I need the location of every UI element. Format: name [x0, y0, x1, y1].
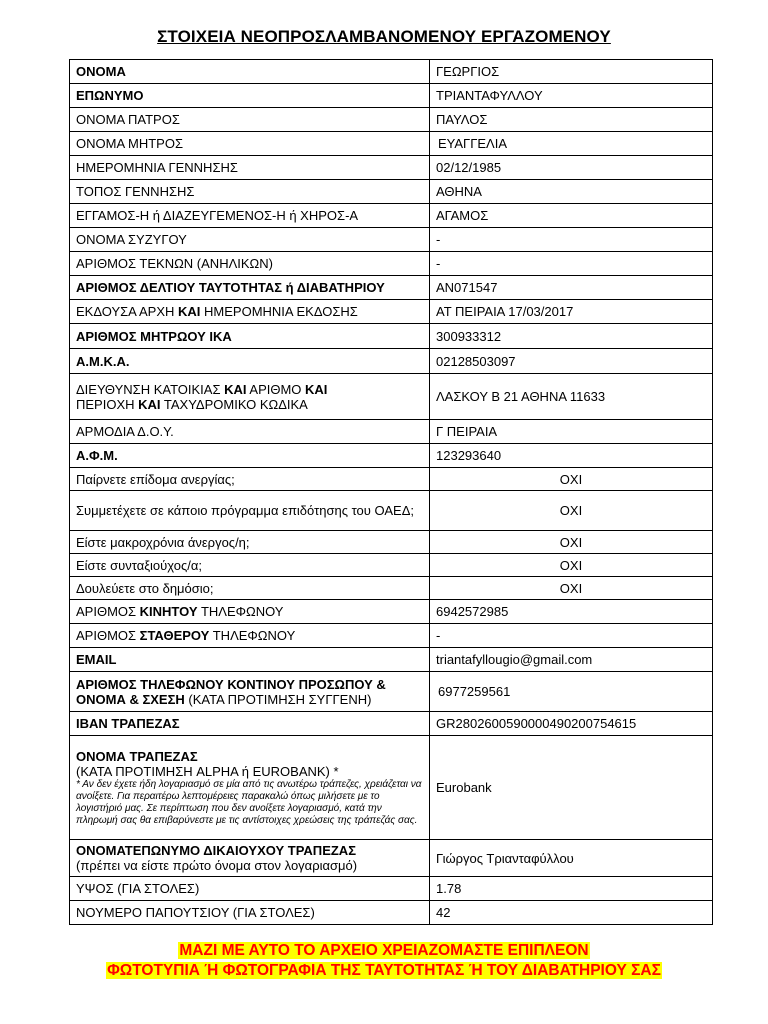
label-epidoma: Παίρνετε επίδομα ανεργίας; [70, 468, 430, 491]
value-afm[interactable]: 123293640 [430, 444, 713, 468]
row-email [70, 648, 713, 672]
label-dieythynsi-part7: ΤΑΧΥΔΡΟΜΙΚΟ ΚΩΔΙΚΑ [160, 396, 308, 412]
label-onoma-syzygou: ΟΝΟΜΑ ΣΥΖΥΓΟΥ [70, 228, 430, 252]
value-kinito[interactable]: 6942572985 [430, 600, 713, 624]
label-ypsos: ΥΨΟΣ (ΓΙΑ ΣΤΟΛΕΣ) [70, 877, 430, 901]
value-imerominia-gennisis[interactable]: 02/12/1985 [430, 156, 713, 180]
label-amka: Α.Μ.Κ.Α. [70, 349, 430, 374]
row-onoma-patros [70, 108, 713, 132]
row-makroxronia [70, 531, 713, 554]
label-dieythynsi-part3: ΑΡΙΘΜΟ [246, 381, 306, 397]
label-programma: Συμμετέχετε σε κάποιο πρόγραμμα επιδότησης του ΟΑΕΔ; [70, 491, 430, 531]
row-trapeza [70, 736, 713, 840]
row-imerominia-gennisis [70, 156, 713, 180]
row-afm [70, 444, 713, 468]
label-trapeza-part2: (ΚΑΤΑ ΠΡΟΤΙΜΗΣΗ ALPHA ή EUROBANK) * [76, 763, 339, 779]
label-kinito-part1: ΑΡΙΘΜΟΣ [76, 604, 140, 619]
label-kontinos-part1: ΑΡΙΘΜΟΣ ΤΗΛΕΦΩΝΟΥ ΚΟΝΤΙΝΟΥ ΠΡΟΣΩΠΟΥ & ΟΝΟΜΑ & ΣΧΕΣΗ [76, 676, 386, 707]
value-programma[interactable]: ΟΧΙ [430, 491, 713, 531]
value-dikaiouxos[interactable]: Γιώργος Τριανταφύλλου [430, 840, 713, 877]
label-dieythynsi-part4: ΚΑΙ [305, 381, 328, 397]
value-kontinos-text: 6977259561 [438, 684, 511, 699]
label-onoma: ΟΝΟΜΑ [70, 60, 430, 84]
row-arithmos-teknon [70, 252, 713, 276]
label-adt: ΑΡΙΘΜΟΣ ΔΕΛΤΙΟΥ ΤΑΥΤΟΤΗΤΑΣ ή ΔΙΑΒΑΤΗΡΙΟΥ [70, 276, 430, 300]
label-ekdousa [70, 300, 430, 324]
value-doy[interactable]: Γ ΠΕΙΡΑΙΑ [430, 420, 713, 444]
label-syntaxiouxos: Είστε συνταξιούχος/α; [70, 554, 430, 577]
value-mitroo-ika[interactable]: 300933312 [430, 324, 713, 349]
value-onoma-mitros-text: ΕΥΑΓΓΕΛΙΑ [438, 136, 508, 151]
value-dimosio[interactable]: ΟΧΙ [430, 577, 713, 600]
row-kontinos [70, 672, 713, 712]
label-dieythynsi-part5: ΠΕΡΙΟΧΗ [76, 396, 139, 412]
label-dieythynsi [70, 374, 430, 420]
value-dieythynsi[interactable]: ΛΑΣΚΟΥ Β 21 ΑΘΗΝΑ 11633 [430, 374, 713, 420]
value-syntaxiouxos[interactable]: ΟΧΙ [430, 554, 713, 577]
row-adt [70, 276, 713, 300]
label-statero-part2: ΣΤΑΘΕΡΟΥ [139, 628, 210, 643]
label-kinito-part3: ΤΗΛΕΦΩΝΟΥ [197, 604, 284, 619]
row-topos-gennisis [70, 180, 713, 204]
row-ekdousa [70, 300, 713, 324]
label-eponymo: ΕΠΩΝΥΜΟ [70, 84, 430, 108]
label-iban: IBAN ΤΡΑΠΕΖΑΣ [70, 712, 430, 736]
employee-form-table [69, 59, 713, 925]
value-amka[interactable]: 02128503097 [430, 349, 713, 374]
page-title: ΣΤΟΙΧΕΙΑ ΝΕΟΠΡΟΣΛΑΜΒΑΝΟΜΕΝΟΥ ΕΡΓΑΖΟΜΕΝΟΥ [157, 27, 611, 46]
label-onoma-mitros: ΟΝΟΜΑ ΜΗΤΡΟΣ [70, 132, 430, 156]
row-onoma-syzygou [70, 228, 713, 252]
label-ekdousa-part3: ΗΜΕΡΟΜΗΝΙΑ ΕΚΔΟΣΗΣ [200, 304, 358, 319]
value-onoma-patros[interactable]: ΠΑΥΛΟΣ [430, 108, 713, 132]
row-ypsos [70, 877, 713, 901]
row-syntaxiouxos [70, 554, 713, 577]
label-email: EMAIL [70, 648, 430, 672]
label-oikogeneiaki: ΕΓΓΑΜΟΣ-Η ή ΔΙΑΖΕΥΓΕΜΕΝΟΣ-Η ή ΧΗΡΟΣ-Α [70, 204, 430, 228]
footer-notice-line2 [0, 962, 768, 980]
label-makroxronia: Είστε μακροχρόνια άνεργος/η; [70, 531, 430, 554]
footer-notice-line1-text: ΜΑΖΙ ΜΕ ΑΥΤΟ ΤΟ ΑΡΧΕΙΟ ΧΡΕΙΑΖΟΜΑΣΤΕ ΕΠΙΠΛΕΟΝ [179, 942, 589, 959]
value-statero[interactable]: - [430, 624, 713, 648]
value-eponymo[interactable]: ΤΡΙΑΝΤΑΦΥΛΛΟΥ [430, 84, 713, 108]
value-arithmos-teknon[interactable]: - [430, 252, 713, 276]
label-dieythynsi-part6: ΚΑΙ [138, 396, 161, 412]
value-email[interactable]: triantafyllougio@gmail.com [430, 648, 713, 672]
label-papoutsi: ΝΟΥΜΕΡΟ ΠΑΠΟΥΤΣΙΟΥ (ΓΙΑ ΣΤΟΛΕΣ) [70, 901, 430, 925]
label-statero-part3: ΤΗΛΕΦΩΝΟΥ [209, 628, 296, 643]
row-epidoma [70, 468, 713, 491]
label-imerominia-gennisis: ΗΜΕΡΟΜΗΝΙΑ ΓΕΝΝΗΣΗΣ [70, 156, 430, 180]
label-afm: Α.Φ.Μ. [70, 444, 430, 468]
value-ypsos[interactable]: 1.78 [430, 877, 713, 901]
label-onoma-patros: ΟΝΟΜΑ ΠΑΤΡΟΣ [70, 108, 430, 132]
row-oikogeneiaki [70, 204, 713, 228]
row-onoma-mitros [70, 132, 713, 156]
label-dieythynsi-part2: ΚΑΙ [224, 381, 247, 397]
value-papoutsi[interactable]: 42 [430, 901, 713, 925]
row-dimosio [70, 577, 713, 600]
label-dieythynsi-part1: ΔΙΕΥΘΥΝΣΗ ΚΑΤΟΙΚΙΑΣ [76, 381, 225, 397]
row-dikaiouxos [70, 840, 713, 877]
label-trapeza [70, 736, 430, 840]
label-kinito [70, 600, 430, 624]
value-onoma-mitros[interactable] [430, 132, 713, 156]
label-ekdousa-part2: ΚΑΙ [178, 304, 201, 319]
row-doy [70, 420, 713, 444]
label-dikaiouxos [70, 840, 430, 877]
value-kontinos[interactable] [430, 672, 713, 712]
label-topos-gennisis: ΤΟΠΟΣ ΓΕΝΝΗΣΗΣ [70, 180, 430, 204]
value-onoma-syzygou[interactable]: - [430, 228, 713, 252]
label-mitroo-ika: ΑΡΙΘΜΟΣ ΜΗΤΡΩΟΥ ΙΚΑ [70, 324, 430, 349]
row-iban [70, 712, 713, 736]
value-ekdousa[interactable]: ΑΤ ΠΕΙΡΑΙΑ 17/03/2017 [430, 300, 713, 324]
label-kontinos [70, 672, 430, 712]
row-dieythynsi [70, 374, 713, 420]
bank-note: * Αν δεν έχετε ήδη λογαριασμό σε μία από τις ανωτέρω τράπεζες, χρειάζεται να ανοίξετε. Για περαιτέρω λεπτομέρειες παρακαλώ όπως μιλήσετε με το λογιστήριό μας. Σε περίπτωση που δεν ανοίξετε λογαριασμό, κατά την πληρωμή σας θα επιβαρύνεστε με τις αντίστοιχες χρεώσεις της τράπεζάς σας. [76, 778, 422, 826]
footer-notice-line1 [0, 942, 768, 960]
label-doy: ΑΡΜΟΔΙΑ Δ.Ο.Υ. [70, 420, 430, 444]
row-statero [70, 624, 713, 648]
footer-notice-line2-text: ΦΩΤΟΤΥΠΙΑ Ή ΦΩΤΟΓΡΑΦΙΑ ΤΗΣ ΤΑΥΤΟΤΗΤΑΣ Ή ΤΟΥ ΔΙΑΒΑΤΗΡΙΟΥ ΣΑΣ [107, 962, 661, 979]
value-iban[interactable]: GR2802600590000490200754615 [430, 712, 713, 736]
value-makroxronia[interactable]: ΟΧΙ [430, 531, 713, 554]
row-papoutsi [70, 901, 713, 925]
label-dikaiouxos-part2: (πρέπει να είστε πρώτο όνομα στον λογαριασμό) [76, 858, 358, 873]
label-ekdousa-part1: ΕΚΔΟΥΣΑ ΑΡΧΗ [76, 304, 179, 319]
label-statero [70, 624, 430, 648]
row-onoma [70, 60, 713, 84]
value-topos-gennisis[interactable]: ΑΘΗΝΑ [430, 180, 713, 204]
row-programma [70, 491, 713, 531]
value-oikogeneiaki[interactable]: ΑΓΑΜΟΣ [430, 204, 713, 228]
label-dimosio: Δουλεύετε στο δημόσιο; [70, 577, 430, 600]
label-kontinos-part2: (ΚΑΤΑ ΠΡΟΤΙΜΗΣΗ ΣΥΓΓΕΝΗ) [184, 691, 372, 707]
value-epidoma[interactable]: ΟΧΙ [430, 468, 713, 491]
label-arithmos-teknon: ΑΡΙΘΜΟΣ ΤΕΚΝΩΝ (ΑΝΗΛΙΚΩΝ) [70, 252, 430, 276]
row-kinito [70, 600, 713, 624]
row-mitroo-ika [70, 324, 713, 349]
row-amka [70, 349, 713, 374]
label-dikaiouxos-part1: ΟΝΟΜΑΤΕΠΩΝΥΜΟ ΔΙΚΑΙΟΥΧΟΥ ΤΡΑΠΕΖΑΣ [76, 843, 356, 858]
value-trapeza[interactable]: Eurobank [430, 736, 713, 840]
label-kinito-part2: ΚΙΝΗΤΟΥ [139, 604, 198, 619]
row-eponymo [70, 84, 713, 108]
value-adt[interactable]: AN071547 [430, 276, 713, 300]
label-statero-part1: ΑΡΙΘΜΟΣ [76, 628, 140, 643]
label-trapeza-part1: ΟΝΟΜΑ ΤΡΑΠΕΖΑΣ [76, 748, 198, 764]
value-onoma[interactable]: ΓΕΩΡΓΙΟΣ [430, 60, 713, 84]
